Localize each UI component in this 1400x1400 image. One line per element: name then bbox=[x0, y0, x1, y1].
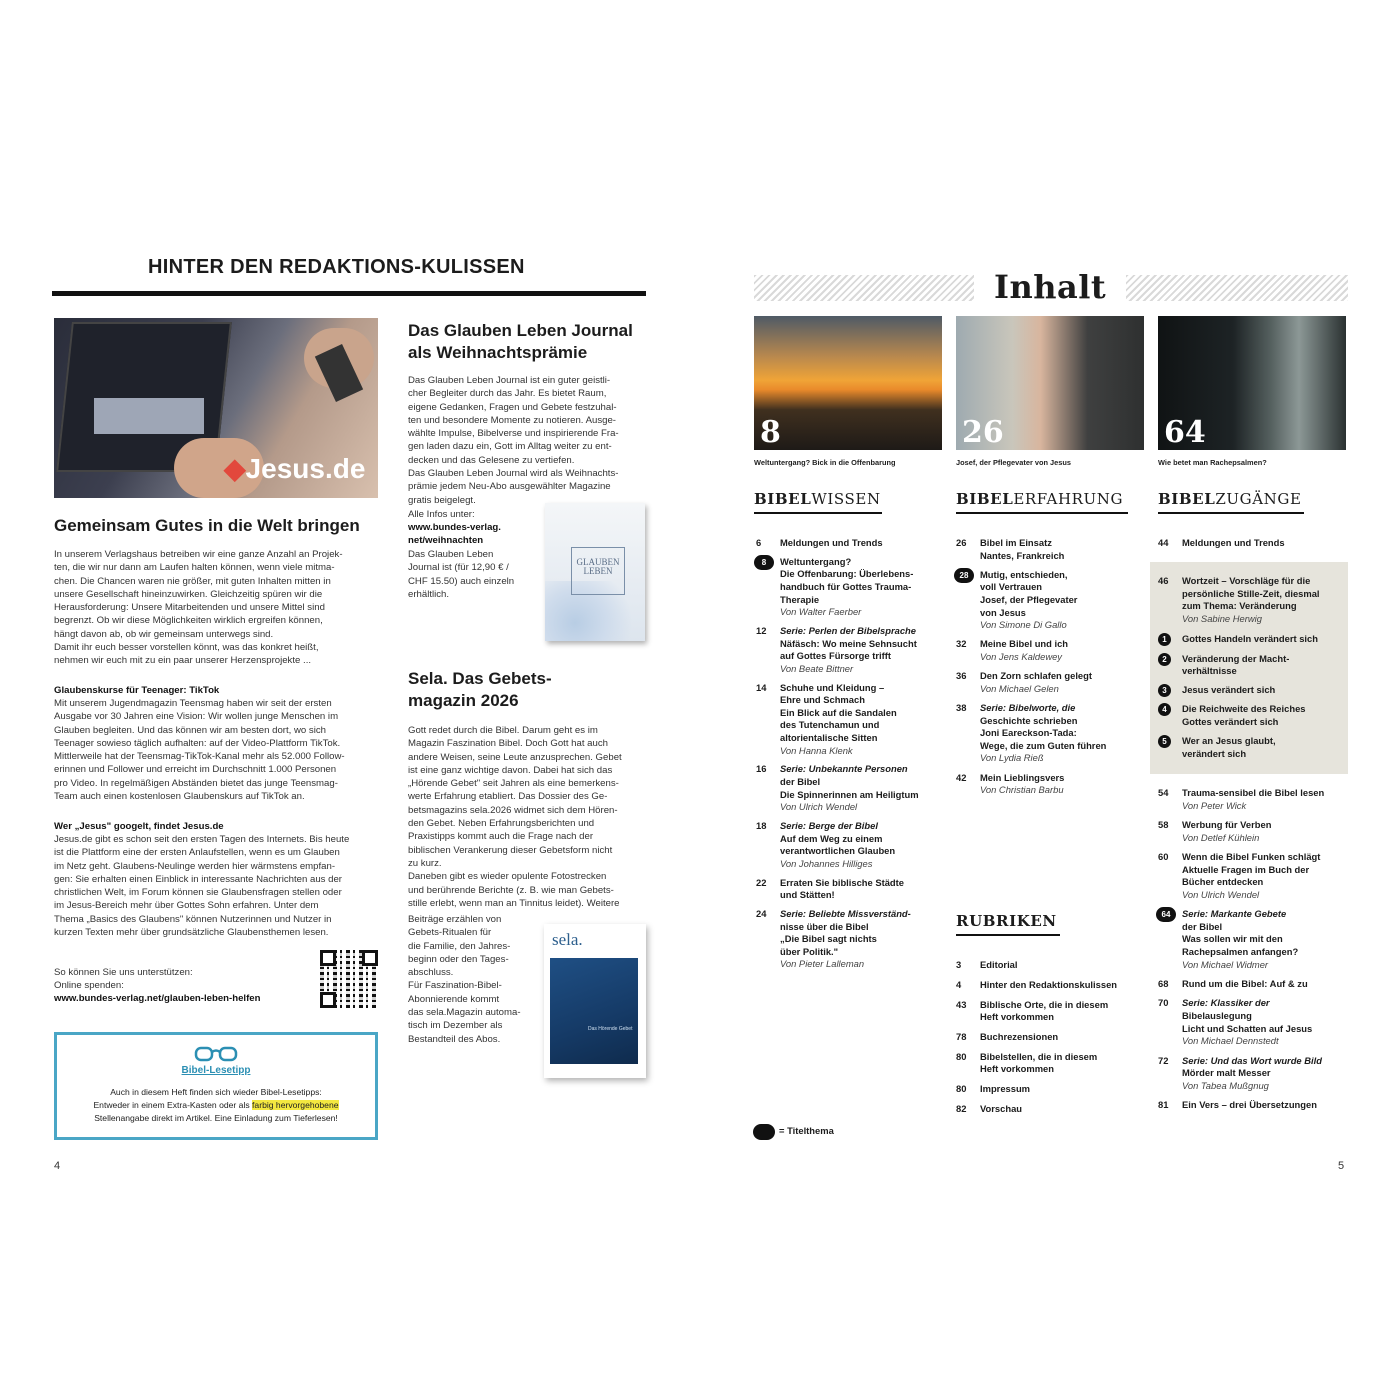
toc-author: Von Ulrich Wendel bbox=[1182, 888, 1260, 900]
text-line: den Gebet. Neben Erfahrungsberichten und bbox=[408, 818, 595, 830]
caption-2: Josef, der Pflegevater von Jesus bbox=[956, 458, 1072, 467]
toc-title-line: Schuhe und Kleidung – bbox=[780, 681, 885, 693]
donate-link[interactable]: www.bundes-verlag.net/glauben-leben-helfen bbox=[54, 993, 261, 1004]
toc-page-number: 54 bbox=[1158, 787, 1169, 798]
legend-titelthema: = Titelthema bbox=[779, 1125, 834, 1136]
toc-bibelerfahrung bbox=[956, 537, 1146, 817]
sub-tiktok: Glaubenskurse für Teenager: TikTok bbox=[54, 685, 220, 696]
text-line: Jesus.de gibt es schon seit den ersten Tagen des Internets. Bis heute bbox=[54, 834, 350, 845]
toc-page-number: 78 bbox=[956, 1031, 967, 1042]
toc-title bbox=[1182, 1055, 1352, 1093]
toc-title-line: Wege, die zum Guten führen bbox=[980, 739, 1107, 751]
text-line: ten und besondere Momente zu notieren. Ausge- bbox=[408, 414, 617, 426]
toc-title-line: Gottes verändert sich bbox=[1182, 715, 1279, 727]
number-badge: 2 bbox=[1158, 653, 1171, 666]
toc-title-line: Gottes Handeln verändert sich bbox=[1182, 633, 1318, 645]
toc-title-line: Serie: Perlen der Bibelsprache bbox=[780, 625, 916, 636]
toc-title-line: von Jesus bbox=[980, 606, 1026, 618]
text-line: tisch im Dezember als bbox=[408, 1020, 503, 1032]
toc-page-number: 32 bbox=[956, 638, 967, 650]
wortzeit-item-title bbox=[1182, 684, 1352, 697]
toc-title-line: und Stätten! bbox=[780, 889, 835, 901]
toc-title-line: voll Vertrauen bbox=[980, 581, 1043, 593]
text-line: Für Faszination-Bibel- bbox=[408, 980, 502, 992]
text-line: Gebets-Ritualen für bbox=[408, 927, 492, 939]
toc-author: Von Christian Barbu bbox=[980, 784, 1064, 796]
number-badge: 3 bbox=[1158, 684, 1171, 697]
para-sela bbox=[408, 724, 653, 910]
toc-title bbox=[980, 1103, 1150, 1116]
toc-author: Von Jens Kaldewey bbox=[980, 650, 1062, 662]
toc-title-line: Mörder malt Messer bbox=[1182, 1067, 1271, 1079]
headline-gutes: Gemeinsam Gutes in die Welt bringen bbox=[54, 516, 360, 535]
text-line: Daneben gibt es wieder opulente Fotostrecken bbox=[408, 871, 607, 883]
toc-bibelzugaenge bbox=[1158, 787, 1348, 1127]
toc-title-line: Heft vorkommen bbox=[980, 1011, 1054, 1023]
text-line: decken und das Gelesene zu vertiefen. bbox=[408, 454, 575, 466]
text-line: erhältlich. bbox=[408, 588, 450, 600]
toc-page-number: 16 bbox=[756, 763, 767, 775]
text-line: erinnen und Follower und erreicht im Durchschnitt 1.000 Personen bbox=[54, 764, 337, 776]
text-line: stille erlebt, wenn man an Tinnitus leidet). Weitere bbox=[408, 897, 620, 909]
toc-wortzeit bbox=[1158, 575, 1348, 765]
toc-author: Von Johannes Hilliges bbox=[780, 857, 873, 869]
toc-title-line: Wenn die Bibel Funken schlägt bbox=[1182, 851, 1321, 862]
toc-title-line: handbuch für Gottes Trauma- bbox=[780, 580, 912, 592]
toc-author: Von Walter Faerber bbox=[780, 606, 862, 618]
titelthema-badge: 64 bbox=[1156, 907, 1176, 922]
qr-code[interactable] bbox=[320, 950, 378, 1008]
text-line: Journal ist (für 12,90 € / bbox=[408, 562, 509, 574]
section-line bbox=[956, 512, 1128, 514]
toc-author: Von Lydia Rieß bbox=[980, 752, 1044, 764]
toc-author: Von Michael Widmer bbox=[1182, 958, 1269, 970]
toc-title bbox=[1182, 819, 1352, 844]
toc-title-line: Serie: Unbekannte Personen bbox=[780, 763, 908, 775]
toc-author: Von Simone Di Gallo bbox=[980, 619, 1067, 631]
toc-title bbox=[780, 625, 950, 675]
text-line: cher Begleiter durch das Jahr. Es bietet Raum, bbox=[408, 388, 607, 400]
toc-author: Von Michael Dennstedt bbox=[1182, 1035, 1279, 1047]
text-line: gen laden dazu ein, Gott im Alltag weiter zu ent- bbox=[408, 441, 612, 453]
text-line: kurzen Texten mehr über grundsätzliche Glaubensthemen lesen. bbox=[54, 927, 329, 939]
toc-title bbox=[780, 877, 950, 902]
toc-title bbox=[980, 638, 1150, 663]
toc-title-line: Serie: Beliebte Missverständ- bbox=[780, 908, 911, 919]
toc-title-line: Rund um die Bibel: Auf & zu bbox=[1182, 978, 1308, 989]
toc-title bbox=[1182, 575, 1352, 625]
toc-title-line: altorientalische Sitten bbox=[780, 731, 878, 743]
toc-title-line: Mutig, entschieden, bbox=[980, 568, 1068, 580]
toc-page-number: 60 bbox=[1158, 851, 1169, 862]
toc-title bbox=[780, 556, 950, 619]
toc-title bbox=[980, 1031, 1150, 1044]
toc-title-line: Wortzeit – Vorschläge für die bbox=[1182, 575, 1311, 586]
toc-title-line: Bücher entdecken bbox=[1182, 876, 1264, 888]
toc-title-line: Ehre und Schmach bbox=[780, 694, 865, 706]
toc-title-line: Bibelauslegung bbox=[1182, 1009, 1252, 1021]
text-line: Mit unserem Jugendmagazin Teensmag haben wir seit der ersten bbox=[54, 698, 332, 709]
father-child-image: 26 bbox=[956, 316, 1144, 450]
toc-title-line: Den Zorn schlafen gelegt bbox=[980, 670, 1092, 682]
toc-page-number: 24 bbox=[756, 908, 767, 919]
toc-title bbox=[980, 979, 1150, 992]
page-title-right: Inhalt bbox=[994, 268, 1107, 306]
support-label: So können Sie uns unterstützen: bbox=[54, 967, 193, 978]
text-line: beginn oder den Tages- bbox=[408, 953, 509, 965]
text-line: Gott redet durch die Bibel. Darum geht es im bbox=[408, 725, 598, 736]
toc-title-line: Näfäsch: Wo meine Sehnsucht bbox=[780, 637, 917, 649]
toc-title bbox=[780, 820, 950, 870]
text-line: www.bundes-verlag. bbox=[408, 522, 501, 533]
toc-title-line: Die Spinnerinnen am Heiligtum bbox=[780, 788, 919, 800]
caption-3: Wie betet man Rachepsalmen? bbox=[1158, 458, 1267, 467]
page-title-left: HINTER DEN REDAKTIONS-KULISSEN bbox=[148, 256, 525, 278]
toc-title bbox=[980, 999, 1150, 1024]
toc-title bbox=[1182, 978, 1352, 991]
jesus-de-photo bbox=[54, 318, 378, 498]
toc-title-line: Nantes, Frankreich bbox=[980, 549, 1065, 561]
toc-page-number: 80 bbox=[956, 1083, 967, 1095]
toc-title-line: Ein Vers – drei Übersetzungen bbox=[1182, 1099, 1317, 1111]
bibel-lesetipp-box bbox=[54, 1032, 378, 1140]
toc-title-line: über Politik." bbox=[780, 945, 839, 957]
caption-1: Weltuntergang? Bick in die Offenbarung bbox=[754, 458, 896, 467]
text-line: In unserem Verlagshaus betreiben wir eine ganze Anzahl an Projek- bbox=[54, 549, 343, 560]
toc-page-number: 38 bbox=[956, 702, 967, 713]
text-line: werte Erfahrung etabliert. Das Dossier des Ge- bbox=[408, 791, 608, 803]
text-line: hängt davon ab, ob wir gemeinsam unterwegs sind. bbox=[54, 628, 274, 640]
text-line: Das Glauben Leben Journal ist ein guter geistli- bbox=[408, 375, 611, 386]
text-line: Glauben begleiten. Und das können wir am besten dort, wo sich bbox=[54, 724, 326, 736]
toc-page-number: 3 bbox=[956, 959, 962, 970]
para-sela-2 bbox=[408, 913, 521, 1046]
toc-title-line: Licht und Schatten auf Jesus bbox=[1182, 1022, 1313, 1034]
toc-title-line: Josef, der Pflegevater bbox=[980, 593, 1078, 605]
toc-title-line: Serie: Und das Wort wurde Bild bbox=[1182, 1054, 1322, 1066]
toc-title-line: Hinter den Redaktionskulissen bbox=[980, 978, 1118, 990]
toc-page-number: 6 bbox=[756, 537, 762, 548]
section-rubriken: RUBRIKEN bbox=[956, 912, 1057, 930]
lesetipp-text: Auch in diesem Heft finden sich wieder Bibel-Lesetipps: Entweder in einem Extra-Kasten oder als farbig hervorgehobene Stellenangabe direkt im Artikel. Eine Einladung zum Tieferlesen! bbox=[93, 1087, 339, 1123]
text-line: Praxistipps kommt auch die Frage nach der bbox=[408, 831, 594, 843]
toc-title-line: Serie: Bibelworte, die bbox=[980, 702, 1076, 713]
journal-link[interactable] bbox=[408, 521, 501, 548]
toc-title bbox=[1182, 1099, 1352, 1112]
number-badge: 5 bbox=[1158, 735, 1171, 748]
toc-author: Von Beate Bittner bbox=[780, 662, 854, 674]
journal-cover: GLAUBEN LEBEN bbox=[545, 503, 645, 641]
page-number-right: 5 bbox=[1338, 1160, 1345, 1172]
toc-bibelzugaenge-top bbox=[1158, 537, 1348, 557]
text-line: prämie jedem Neu-Abo ausgewählter Magazine bbox=[408, 481, 611, 493]
text-line: unsere Gesellschaft hineinzuwirken. Gleichzeitig spüren wir die bbox=[54, 588, 323, 600]
text-line: andere Weisen, seine Leute anzusprechen. Gebet bbox=[408, 751, 622, 763]
toc-title bbox=[1182, 908, 1352, 971]
toc-title bbox=[980, 959, 1150, 972]
hatch-right bbox=[1126, 275, 1348, 301]
toc-author: Von Tabea Mußgnug bbox=[1182, 1079, 1269, 1091]
toc-page-number: 80 bbox=[956, 1050, 967, 1062]
section-line bbox=[1158, 512, 1304, 514]
headline-journal: Das Glauben Leben Journal als Weihnachtsprämie bbox=[408, 321, 633, 363]
text-line: Abonnierende kommt bbox=[408, 993, 500, 1005]
toc-title-line: verhältnisse bbox=[1182, 665, 1237, 677]
toc-title-line: Serie: Markante Gebete bbox=[1182, 908, 1287, 920]
text-line: „Hörende Gebet" seit Jahren als eine bemerkens- bbox=[408, 778, 619, 790]
toc-title-line: Die Reichweite des Reiches bbox=[1182, 703, 1306, 715]
toc-title-line: Die Offenbarung: Überlebens- bbox=[780, 568, 914, 580]
lesetipp-title: Bibel-Lesetipp bbox=[181, 1065, 251, 1076]
sub-jesusde: Wer „Jesus" googelt, findet Jesus.de bbox=[54, 821, 224, 832]
text-line: Bestandteil des Abos. bbox=[408, 1033, 501, 1045]
text-line: Damit ihr euch besser vorstellen könnt, was das konkret heißt, bbox=[54, 642, 319, 654]
text-line: Alle Infos unter: bbox=[408, 509, 475, 520]
text-line: net/weihnachten bbox=[408, 535, 484, 547]
toc-title-line: nisse über die Bibel bbox=[780, 920, 869, 932]
toc-title bbox=[780, 682, 950, 758]
toc-title-line: Biblische Orte, die in diesem bbox=[980, 998, 1109, 1010]
toc-page-number: 14 bbox=[756, 681, 767, 693]
toc-title-line: Bibel im Einsatz bbox=[980, 537, 1052, 548]
text-line: biblischen Verankerung dieser Gebetsform nicht bbox=[408, 844, 613, 856]
text-line: Thema „Basics des Glaubens" können Nutzerinnen und Nutzer in bbox=[54, 913, 332, 925]
toc-rubriken bbox=[956, 959, 1146, 1129]
toc-title bbox=[1182, 851, 1352, 901]
toc-page-number: 36 bbox=[956, 670, 967, 682]
wortzeit-item-title bbox=[1182, 653, 1352, 678]
text-line: begrenzt. Ob wir diese Möglichkeiten wirklich ergreifen können, bbox=[54, 615, 323, 627]
toc-author: Von Pieter Lalleman bbox=[780, 958, 865, 970]
section-line bbox=[754, 512, 882, 514]
toc-title-line: Weltuntergang? bbox=[780, 555, 852, 567]
toc-title bbox=[1182, 997, 1352, 1047]
toc-title-line: Meine Bibel und ich bbox=[980, 638, 1069, 650]
toc-title-line: Vorschau bbox=[980, 1103, 1023, 1114]
toc-page-number: 44 bbox=[1158, 537, 1169, 548]
titelthema-badge: 28 bbox=[954, 568, 974, 583]
toc-title-line: Serie: Berge der Bibel bbox=[780, 820, 878, 831]
toc-title bbox=[780, 537, 950, 550]
toc-page-number: 58 bbox=[1158, 819, 1169, 830]
toc-title-line: Impressum bbox=[980, 1083, 1031, 1095]
section-bibelerfahrung: BIBELERFAHRUNG bbox=[956, 490, 1124, 508]
toc-title-line: Heft vorkommen bbox=[980, 1063, 1054, 1075]
toc-page-number: 68 bbox=[1158, 978, 1169, 989]
sunset-image: 8 bbox=[754, 316, 942, 450]
section-line bbox=[956, 934, 1060, 936]
text-line: zu kurz. bbox=[408, 857, 442, 869]
text-line: und berührende Berichte (z. B. wie man Gebets- bbox=[408, 884, 614, 896]
toc-author: Von Detlef Kühlein bbox=[1182, 831, 1260, 843]
toc-title-line: „Die Bibel sagt nichts bbox=[780, 933, 877, 945]
text-line: gen: Sie erhalten einen Einblick in interessante Nachrichten aus der bbox=[54, 873, 342, 885]
text-line: im Netz geht. Glaubens-Neulinge werden hier wärmstens empfan- bbox=[54, 860, 336, 872]
toc-title bbox=[980, 772, 1150, 797]
text-line: ist die Plattform eine der ersten Anlaufstellen, wenn es um Glauben bbox=[54, 847, 340, 859]
toc-title-line: Erraten Sie biblische Städte bbox=[780, 876, 904, 888]
toc-page-number: 81 bbox=[1158, 1099, 1169, 1111]
toc-title bbox=[980, 1083, 1150, 1096]
number-badge: 1 bbox=[1158, 633, 1171, 646]
toc-title-line: der Bibel bbox=[780, 775, 821, 787]
toc-title-line: persönliche Stille-Zeit, diesmal bbox=[1182, 587, 1320, 599]
toc-page-number: 12 bbox=[756, 625, 767, 636]
toc-title-line: Meldungen und Trends bbox=[780, 537, 883, 548]
toc-title bbox=[980, 569, 1150, 632]
toc-title-line: Serie: Klassiker der bbox=[1182, 997, 1270, 1009]
para-journal-price bbox=[408, 548, 514, 601]
text-line: eigene Gedanken, Fragen und Gebete festzuhal- bbox=[408, 401, 617, 413]
text-line: chen. Die Chancen waren nie größer, mit guten Inhalten mitten in bbox=[54, 575, 331, 587]
toc-page-number: 22 bbox=[756, 876, 767, 888]
donate-label: Online spenden: bbox=[54, 980, 124, 991]
toc-title-line: Geschichte schrieben bbox=[980, 714, 1078, 726]
page-number-left: 4 bbox=[54, 1160, 61, 1172]
toc-title bbox=[1182, 537, 1352, 550]
text-line: ist eine ganz wichtige davon. Dabei hat sich das bbox=[408, 764, 613, 776]
toc-page-number: 26 bbox=[956, 537, 967, 548]
text-line: Teenager sowieso täglich aufhalten: auf der Video-Plattform TikTok. bbox=[54, 737, 341, 749]
toc-title bbox=[1182, 787, 1352, 812]
number-badge: 4 bbox=[1158, 703, 1171, 716]
toc-title-line: Meldungen und Trends bbox=[1182, 537, 1285, 548]
text-line: im Jesus-Bereich mehr über Gottes Sohn erfahren. Unter dem bbox=[54, 900, 319, 912]
text-line: christlichen Welt, im Forum können sie Glaubensfragen stellen oder bbox=[54, 887, 342, 899]
toc-author: Von Sabine Herwig bbox=[1182, 612, 1262, 624]
toc-title-line: Editorial bbox=[980, 959, 1018, 970]
text-line: Ausgabe vor 30 Jahren eine Vision: Wir wollen junge Menschen im bbox=[54, 711, 339, 723]
toc-title-line: Werbung für Verben bbox=[1182, 819, 1272, 830]
text-line: pro Video. In regelmäßigen Abständen bietet das junge Teensmag- bbox=[54, 777, 338, 789]
toc-page-number: 4 bbox=[956, 978, 962, 990]
toc-page-number: 70 bbox=[1158, 997, 1169, 1009]
toc-page-number: 82 bbox=[956, 1103, 967, 1114]
text-line: Das Glauben Leben Journal wird als Weihnachts- bbox=[408, 468, 619, 480]
toc-author: Von Ulrich Wendel bbox=[780, 801, 858, 813]
text-line: Team auch einen kostenlosen Glaubenskurs auf TikTok an. bbox=[54, 791, 305, 803]
para-jesusde bbox=[54, 833, 384, 939]
toc-title-line: Aktuelle Fragen im Buch der bbox=[1182, 863, 1310, 875]
jesus-de-logo: ◆Jesus.de bbox=[224, 453, 366, 484]
titelthema-badge: 8 bbox=[754, 555, 774, 570]
para-intro bbox=[54, 548, 384, 668]
toc-title-line: Auf dem Weg zu einem bbox=[780, 832, 883, 844]
toc-author: Von Peter Wick bbox=[1182, 799, 1247, 811]
toc-title-line: Veränderung der Macht- bbox=[1182, 652, 1290, 664]
toc-title-line: Trauma-sensibel die Bibel lesen bbox=[1182, 787, 1325, 798]
toc-title-line: der Bibel bbox=[1182, 920, 1223, 932]
section-bibelzugaenge: BIBELZUGÄNGE bbox=[1158, 490, 1302, 508]
toc-bibelwissen bbox=[756, 537, 946, 987]
text-line: ten, die wir nur dann am Laufen halten können, wenn viele mitma- bbox=[54, 562, 335, 574]
hatch-left bbox=[754, 275, 974, 301]
toc-title-line: zum Thema: Veränderung bbox=[1182, 600, 1297, 612]
toc-author: Von Michael Gelen bbox=[980, 682, 1059, 694]
toc-title bbox=[980, 670, 1150, 695]
text-line: Das Glauben Leben bbox=[408, 549, 494, 560]
section-bibelwissen: BIBELWISSEN bbox=[754, 490, 881, 508]
wortzeit-item-title bbox=[1182, 633, 1352, 646]
toc-title bbox=[780, 908, 950, 971]
toc-page-number: 46 bbox=[1158, 575, 1169, 586]
text-line: Herausforderung: Unsere Mitarbeitenden und unsere Mittel sind bbox=[54, 602, 325, 614]
text-line: abschluss. bbox=[408, 967, 454, 979]
toc-title-line: Mein Lieblingsvers bbox=[980, 771, 1065, 783]
glasses-icon bbox=[193, 1045, 239, 1063]
toc-title-line: verantwortlichen Glauben bbox=[780, 845, 896, 857]
toc-title-line: verändert sich bbox=[1182, 747, 1247, 759]
toc-title-line: Was sollen wir mit den bbox=[1182, 933, 1283, 945]
titelthema-badge-icon bbox=[753, 1124, 775, 1140]
toc-title-line: des Tutenchamun und bbox=[780, 719, 880, 731]
toc-page-number: 72 bbox=[1158, 1054, 1169, 1066]
text-line: CHF 15.50) auch einzeln bbox=[408, 575, 515, 587]
text-line: Beiträge erzählen von bbox=[408, 914, 502, 925]
toc-title bbox=[980, 702, 1150, 765]
toc-title bbox=[780, 763, 950, 813]
sela-cover: sela. Das Hörende Gebet bbox=[544, 924, 646, 1078]
wortzeit-item-title bbox=[1182, 703, 1352, 728]
toc-title-line: Jesus verändert sich bbox=[1182, 684, 1276, 696]
wortzeit-item-title bbox=[1182, 735, 1352, 760]
toc-title bbox=[980, 537, 1150, 562]
text-line: die Familie, den Jahres- bbox=[408, 940, 511, 952]
headline-sela: Sela. Das Gebets- magazin 2026 bbox=[408, 669, 552, 711]
toc-title-line: Wer an Jesus glaubt, bbox=[1182, 735, 1276, 746]
text-line: betsmagazins sela.2026 widmet sich dem Hören- bbox=[408, 804, 618, 816]
text-line: gratis beigelegt. bbox=[408, 494, 476, 506]
title-rule bbox=[52, 291, 646, 296]
toc-title-line: Rachepsalmen anfangen? bbox=[1182, 945, 1299, 957]
toc-author: Von Hanna Klenk bbox=[780, 744, 853, 756]
toc-title-line: Joni Eareckson-Tada: bbox=[980, 727, 1077, 739]
toc-title-line: Buchrezensionen bbox=[980, 1031, 1059, 1042]
toc-page-number: 42 bbox=[956, 771, 967, 783]
toc-page-number: 18 bbox=[756, 820, 767, 831]
text-line: nehmen wir euch mit zu ein paar unserer Herzensprojekte ... bbox=[54, 655, 312, 667]
text-line: Mittlerweile hat der Teensmag-TikTok-Kanal mehr als 52.000 Follow- bbox=[54, 751, 345, 763]
text-line: wählte Impulse, Bibelverse und inspirierende Fra- bbox=[408, 428, 619, 440]
toc-title bbox=[980, 1051, 1150, 1076]
para-tiktok bbox=[54, 697, 384, 803]
toc-title-line: Ein Blick auf die Sandalen bbox=[780, 706, 897, 718]
toc-title-line: Therapie bbox=[780, 593, 820, 605]
para-infos bbox=[408, 508, 475, 521]
text-line: das sela.Magazin automa- bbox=[408, 1007, 521, 1019]
para-journal bbox=[408, 374, 648, 507]
toc-title-line: auf Gottes Fürsorge trifft bbox=[780, 650, 891, 662]
toc-title-line: Bibelstellen, die in diesem bbox=[980, 1050, 1098, 1062]
prayer-image: 64 bbox=[1158, 316, 1346, 450]
toc-page-number: 43 bbox=[956, 998, 967, 1010]
text-line: Magazin Faszination Bibel. Doch Gott hat auch bbox=[408, 738, 608, 750]
